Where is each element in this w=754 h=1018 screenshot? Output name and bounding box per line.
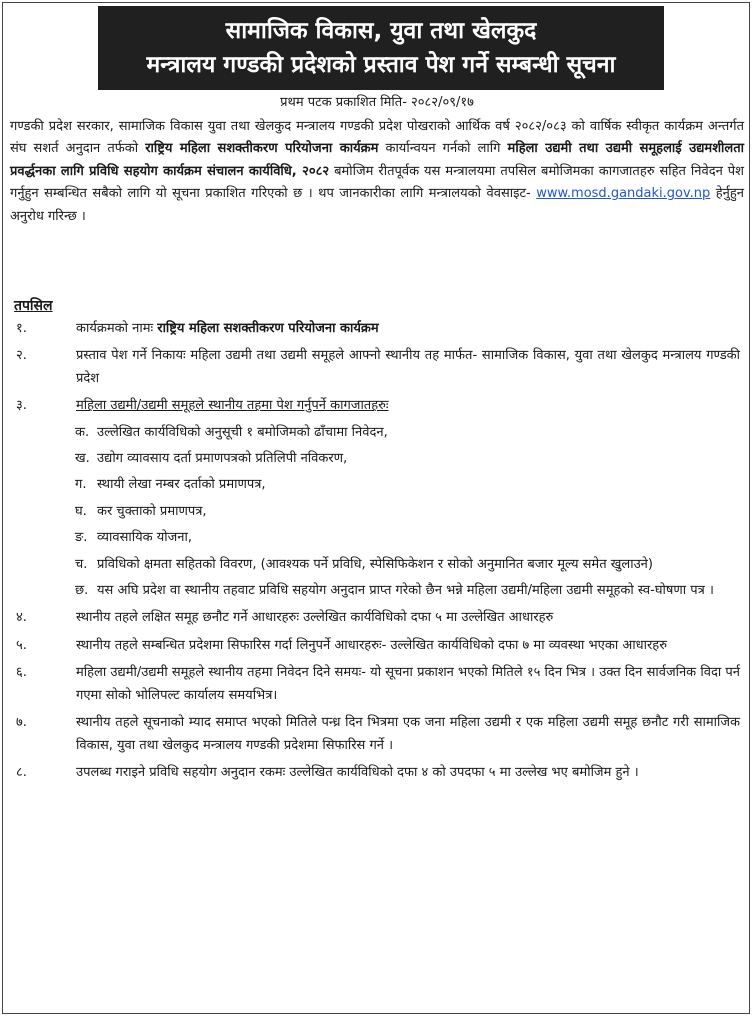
sub-key: ख. <box>75 451 90 467</box>
item-label: कार्यक्रमको नामः <box>76 321 158 336</box>
item-text <box>76 318 740 340</box>
intro-text-2: कार्यान्वयन गर्नको लागि <box>378 141 508 157</box>
item-text: उपलब्ध गराइने प्रविधि सहयोग अनुदान रकमः उल्लेखित कार्यविधिको दफा ४ को उपदफा ५ मा उल्लेख भए बमोजिम हुने । <box>76 764 639 780</box>
sub-key: घ. <box>75 503 87 519</box>
sub-key: च. <box>75 556 88 572</box>
sub-item <box>75 527 740 549</box>
website-link[interactable]: www.mosd.gandaki.gov.np <box>536 186 711 202</box>
intro-procedure-name: महिला उद्यमी तथा उद्यमी समूहलाई उद्यमशीलता प्रवर्द्धनका लागि प्रविधि सहयोग कार्यक्रम संचालन कार्यविधि, २०८२ <box>10 141 744 179</box>
intro-paragraph <box>10 116 744 228</box>
program-name: राष्ट्रिय महिला सशक्तीकरण परियोजना कार्यक्रम <box>157 321 379 336</box>
intro-program-name: राष्ट्रिय महिला सशक्तीकरण परियोजना कार्यक्रम <box>145 141 379 157</box>
list-item <box>0 662 754 707</box>
item-text: महिला उद्यमी/उद्यमी समूहले स्थानीय तहमा निवेदन दिने समयः- यो सूचना प्रकाशन भएको मितिले १५ दिन भित्र । उक्त दिन सार्वजनिक विदा पर्न गएमा सोको भोलिपल्ट कार्यालय समयभित्र। <box>76 665 740 703</box>
sub-text: व्यावसायिक योजना, <box>97 530 193 546</box>
item-number: ७. <box>16 715 27 731</box>
list-heading: तपसिल <box>14 298 53 314</box>
intro-text-3: बमोजिम रीतपूर्वक यस मन्त्रालयमा तपसिल बमोजिमका कागजातहरु सहित निवेदन पेश गर्नुहुन सम्बन्धित सबैको लागि यो सूचना प्रकाशित गरिएको छ । थप जानकारीका लागि मन्त्रालयको वेवसाइट- <box>10 163 744 202</box>
sub-item <box>75 448 740 470</box>
list-item <box>0 635 754 657</box>
sub-item <box>75 554 740 576</box>
list-item <box>0 712 754 757</box>
sub-key: छ. <box>75 583 89 599</box>
item-text: स्थानीय तहले सम्बन्धित प्रदेशमा सिफारिस गर्दा लिनुपर्ने आधारहरुः- उल्लेखित कार्यविधिको दफा ७ मा व्यवस्था भएका आधारहरु <box>76 637 667 653</box>
intro-text-1: गण्डकी प्रदेश सरकार, सामाजिक विकास युवा तथा खेलकुद मन्त्रालय गण्डकी प्रदेश पोखराको आर्थिक वर्ष २०८२/०८३ को वार्षिक स्वीकृत कार्यक्रम अन्तर्गत संघ सशर्त अनुदान तर्फको <box>10 119 744 157</box>
sub-text: उल्लेखित कार्यविधिको अनुसूची १ बमोजिमको ढाँचामा निवेदन, <box>97 424 388 440</box>
item-number: १. <box>16 321 27 336</box>
list-item <box>0 345 754 390</box>
item-number: ८. <box>16 764 27 780</box>
sub-text: कर चुक्ताको प्रमाणपत्र, <box>97 503 207 519</box>
details-list <box>0 318 754 789</box>
published-date: प्रथम पटक प्रकाशित मिति- २०८२/०९/१७ <box>280 95 474 110</box>
sub-text: स्थायी लेखा नम्बर दर्ताको प्रमाणपत्र, <box>97 477 266 493</box>
title-line-2: मन्त्रालय गण्डकी प्रदेशको प्रस्ताव पेश गर्ने सम्बन्धी सूचना <box>146 52 616 78</box>
item-number: २. <box>16 348 27 364</box>
sub-item <box>75 422 740 444</box>
item-number: ४. <box>16 610 27 626</box>
item-text: स्थानीय तहले सूचनाको म्याद समाप्त भएको मितिले पन्ध्र दिन भित्रमा एक जना महिला उद्यमी र एक महिला उद्यमी समूह छनौट गरी सामाजिक विकास, युवा तथा खेलकुद मन्त्रालय गण्डकी प्रदेशमा सिफारिस गर्ने । <box>76 715 740 753</box>
list-item <box>0 395 754 602</box>
sub-item <box>75 474 740 496</box>
list-item <box>0 762 754 784</box>
sub-item <box>75 501 740 523</box>
sub-key: क. <box>75 424 90 440</box>
item-text: प्रस्ताव पेश गर्ने निकायः महिला उद्यमी तथा उद्यमी समूहले आफ्नो स्थानीय तह मार्फत- सामाजिक विकास, युवा तथा खेलकुद मन्त्रालय गण्डकी प्रदेश <box>76 348 740 386</box>
item-body <box>76 395 740 602</box>
sub-item <box>75 580 740 602</box>
sub-text: उद्योग व्यावसाय दर्ता प्रमाणपत्रको प्रतिलिपी नविकरण, <box>97 451 348 467</box>
title-line-1: सामाजिक विकास, युवा तथा खेलकुद <box>225 18 537 44</box>
list-item <box>0 318 754 340</box>
item-number: ३. <box>16 398 27 414</box>
list-item <box>0 607 754 629</box>
documents-heading: महिला उद्यमी/उद्यमी समूहले स्थानीय तहमा पेश गर्नुपर्ने कागजातहरुः <box>76 398 389 414</box>
sub-key: ङ. <box>75 530 88 546</box>
item-number: ६. <box>16 665 27 681</box>
sub-text: यस अघि प्रदेश वा स्थानीय तहवाट प्रविधि सहयोग अनुदान प्राप्त गरेको छैन भन्ने महिला उद्यमी/महिला उद्यमी समूहको स्व-घोषणा पत्र । <box>97 583 714 599</box>
item-number: ५. <box>16 637 27 653</box>
intro-text-4: हेर्नुहुन अनुरोध गरिन्छ । <box>10 186 744 224</box>
item-text: स्थानीय तहले लक्षित समूह छनौट गर्ने आधारहरुः उल्लेखित कार्यविधिको दफा ५ मा उल्लेखित आधारहरु <box>76 610 554 626</box>
notice-title-banner <box>98 6 664 90</box>
sub-key: ग. <box>75 477 87 493</box>
sub-text: प्रविधिको क्षमता सहितको विवरण, (आवश्यक पर्ने प्रविधि, स्पेसिफिकेशन र सोको अनुमानित बजार मूल्य समेत खुलाउने) <box>97 556 653 572</box>
